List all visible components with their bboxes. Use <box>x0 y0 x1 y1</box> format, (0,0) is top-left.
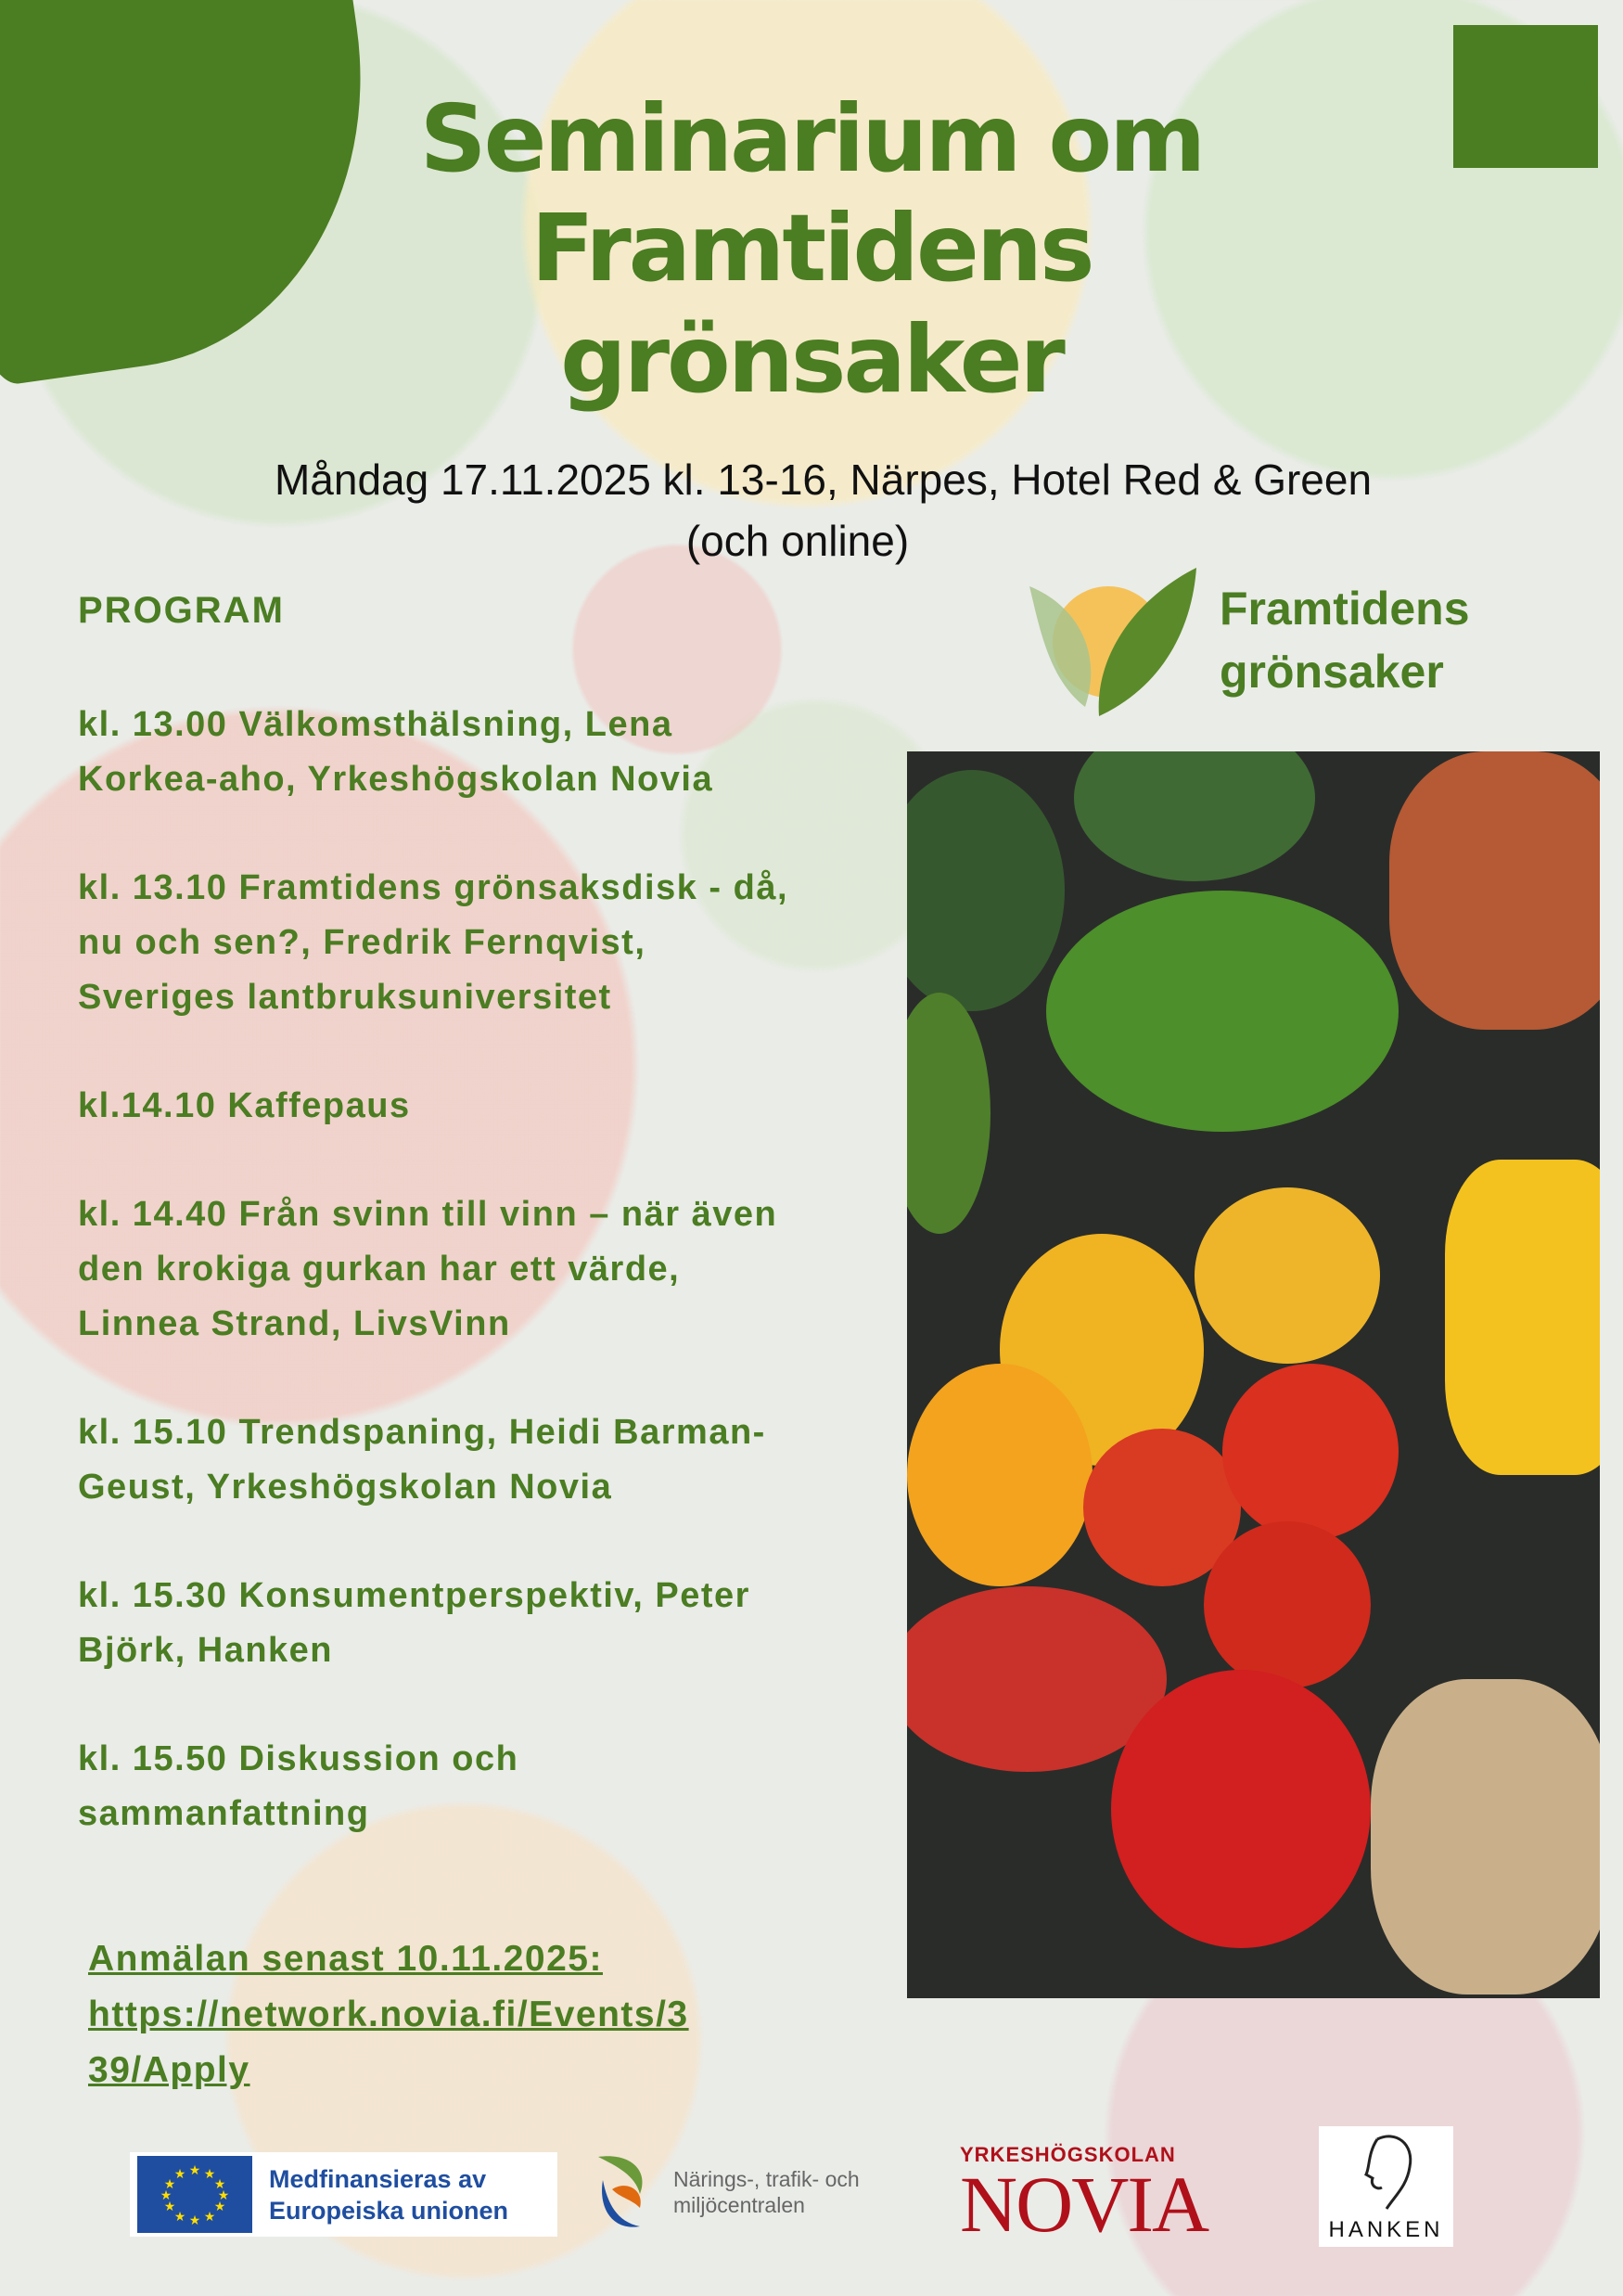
brand-name <box>1220 577 1470 703</box>
svg-text:★: ★ <box>173 2166 186 2181</box>
ntm-text-2: miljöcentralen <box>673 2192 805 2217</box>
program-item <box>78 1569 913 1678</box>
event-online: (och online) <box>685 517 910 565</box>
novia-small-text: YRKESHÖGSKOLAN <box>960 2143 1176 2166</box>
svg-text:★: ★ <box>203 2166 216 2181</box>
program-item-line: kl. 15.10 Trendspaning, Heidi Barman- <box>78 1413 766 1452</box>
title-line-1: Seminarium om <box>419 84 1204 193</box>
title-line-2: Framtidens <box>530 194 1093 302</box>
eu-cofunded-logo <box>130 2152 557 2237</box>
program-item-line: Geust, Yrkeshögskolan Novia <box>78 1468 613 1507</box>
program-item-line: Linnea Strand, LivsVinn <box>78 1304 511 1343</box>
program-heading: PROGRAM <box>78 590 285 631</box>
svg-text:★: ★ <box>213 2176 226 2191</box>
program-item <box>78 1079 913 1134</box>
svg-text:★: ★ <box>160 2187 173 2202</box>
registration-url[interactable]: https://network.novia.fi/Events/3 <box>88 1995 689 2034</box>
novia-logo <box>960 2143 1208 2249</box>
registration-link[interactable] <box>88 1931 689 2098</box>
svg-text:★: ★ <box>173 2209 186 2224</box>
program-item-line: sammanfattning <box>78 1794 370 1833</box>
svg-text:★: ★ <box>217 2187 230 2202</box>
svg-text:★: ★ <box>188 2213 201 2227</box>
svg-text:★: ★ <box>163 2199 176 2213</box>
event-date-location: Måndag 17.11.2025 kl. 13-16, Närpes, Hotel Red & Green <box>274 455 1373 504</box>
eu-flag-icon <box>137 2156 252 2233</box>
program-item-line: nu och sen?, Fredrik Fernqvist, <box>78 923 646 962</box>
brand-leaf-logo <box>1029 568 1206 730</box>
program-item-line: kl. 13.00 Välkomsthälsning, Lena <box>78 705 673 744</box>
program-item <box>78 1187 913 1352</box>
svg-text:★: ★ <box>203 2209 216 2224</box>
program-item-line: kl. 15.50 Diskussion och <box>78 1739 519 1778</box>
ntm-centre-logo <box>594 2152 860 2231</box>
program-item-line: Sveriges lantbruksuniversitet <box>78 978 612 1017</box>
program-item <box>78 1405 913 1515</box>
ntm-text-1: Närings-, trafik- och <box>673 2166 860 2191</box>
brand-line-2: grönsaker <box>1220 646 1444 698</box>
program-item <box>78 1732 913 1841</box>
program-list <box>78 698 913 1895</box>
program-item <box>78 861 913 1025</box>
ntm-icon <box>594 2152 658 2231</box>
registration-deadline[interactable]: Anmälan senast 10.11.2025: <box>88 1939 603 1979</box>
program-item-line: Björk, Hanken <box>78 1631 334 1670</box>
svg-text:★: ★ <box>213 2199 226 2213</box>
svg-text:★: ★ <box>188 2162 201 2177</box>
vegetables-photo <box>907 751 1600 1998</box>
program-item-line: kl.14.10 Kaffepaus <box>78 1086 411 1125</box>
program-item-line: Korkea-aho, Yrkeshögskolan Novia <box>78 760 714 799</box>
program-item <box>78 698 913 807</box>
program-item-line: kl. 15.30 Konsumentperspektiv, Peter <box>78 1576 750 1615</box>
novia-big-text: NOVIA <box>960 2160 1208 2249</box>
eu-text-1: Medfinansieras av <box>269 2164 487 2193</box>
program-item-line: kl. 13.10 Framtidens grönsaksdisk - då, <box>78 868 789 907</box>
eu-text-2: Europeiska unionen <box>269 2196 509 2225</box>
program-item-line: kl. 14.40 Från svinn till vinn – när även <box>78 1195 778 1234</box>
brand-line-1: Framtidens <box>1220 583 1470 635</box>
hermes-head-icon <box>1349 2130 1424 2213</box>
svg-text:★: ★ <box>163 2176 176 2191</box>
hanken-text: HANKEN <box>1328 2217 1444 2242</box>
title-line-3: grönsaker <box>560 305 1063 414</box>
registration-url-cont[interactable]: 39/Apply <box>88 2050 250 2090</box>
hanken-logo <box>1319 2126 1453 2247</box>
program-item-line: den krokiga gurkan har ett värde, <box>78 1250 681 1289</box>
